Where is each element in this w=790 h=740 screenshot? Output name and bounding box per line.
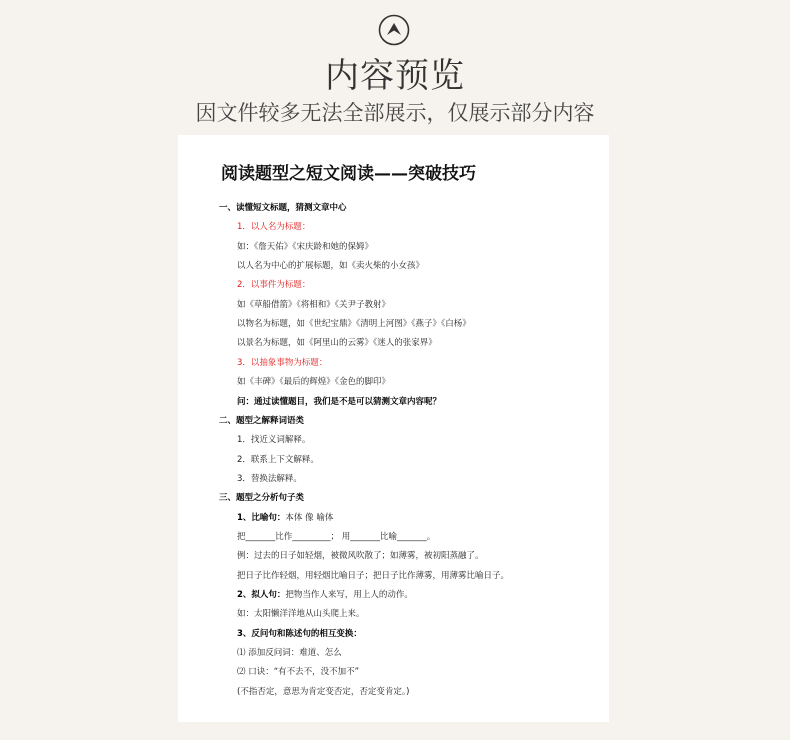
document-line: 1．找近义词解释。 (237, 435, 311, 446)
document-line: 如《丰碑》《最后的辉煌》《金色的脚印》 (237, 377, 391, 388)
page-title: 内容预览 (325, 56, 465, 96)
document-line: (不指否定，意思为肯定变否定，否定变肯定。) (237, 686, 410, 697)
line-rest: 把物当作人来写，用上人的动作。 (285, 590, 413, 600)
document-line: 1．以人名为标题： (237, 222, 311, 233)
document-line: 如《草船借箭》《将相和》《关尹子教射》 (237, 299, 391, 310)
document-line: ⑵ 口诀：“有不去不，没不加不” (237, 667, 360, 678)
document-line: 三、题型之分析句子类 (219, 493, 305, 504)
document-line: 3、反问句和陈述句的相互变换： (237, 628, 362, 639)
document-line: 把_______比作_________； 用_______比喻_______。 (237, 531, 436, 542)
page-subtitle: 因文件较多无法全部展示，仅展示部分内容 (195, 101, 595, 125)
document-line: ⑴ 添加反问词：难道、怎么 (237, 648, 342, 659)
document-preview (178, 135, 609, 722)
document-line: 2．联系上下文解释。 (237, 454, 319, 465)
document-line: 3．以抽象事物为标题： (237, 357, 328, 368)
document-line (237, 513, 333, 524)
document-line: 例：过去的日子如轻烟，被微风吹散了；如薄雾，被初阳蒸融了。 (237, 551, 484, 562)
document-line: 如：《詹天佑》《宋庆龄和她的保姆》 (237, 241, 374, 252)
document-line: 以物名为标题，如《世纪宝鼎》《清明上河图》《燕子》《白杨》 (237, 319, 471, 330)
document-line (237, 590, 413, 601)
line-rest: 本体 像 喻体 (285, 512, 334, 523)
line-lead: 2、拟人句： (237, 590, 286, 600)
document-line: 问：通过读懂题目，我们是不是可以猜测文章内容呢？ (237, 396, 442, 407)
document-line: 2．以事件为标题： (237, 280, 311, 291)
document-line: 如：太阳懒洋洋地从山头爬上来。 (237, 609, 365, 620)
document-line: 一、读懂短文标题，猜测文章中心 (219, 203, 347, 213)
document-line: 以景名为标题，如《阿里山的云雾》《迷人的张家界》 (237, 338, 437, 349)
document-line: 二、题型之解释词语类 (219, 415, 305, 426)
document-line: 以人名为中心的扩展标题，如《卖火柴的小女孩》 (237, 261, 425, 272)
line-lead: 1、比喻句： (237, 512, 286, 523)
circle-chevron-up-icon (378, 14, 410, 46)
document-line: 3．替换法解释。 (237, 473, 302, 484)
document-line: 把日子比作轻烟，用轻烟比喻日子；把日子比作薄雾，用薄雾比喻日子。 (237, 570, 510, 581)
document-title: 阅读题型之短文阅读——突破技巧 (221, 164, 476, 184)
